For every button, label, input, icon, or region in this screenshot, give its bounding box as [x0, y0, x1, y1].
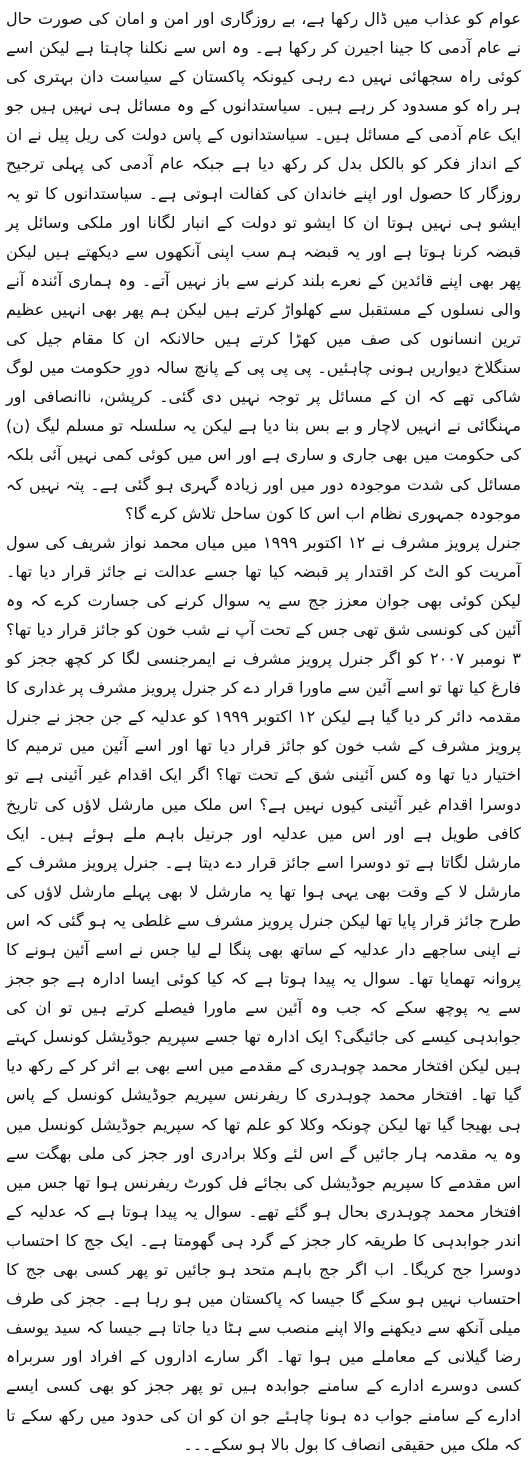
- article-paragraph-2: جنرل پرویز مشرف نے ۱۲ اکتوبر ۱۹۹۹ میں میاں محمد نواز شریف کی سول آمریت کو الٹ کر اقتدار پر قبضہ کیا تھا جسے عدالت نے جائز قرار دیا تھا۔ لیکن کوئی بھی جوان معزز جج سے یہ سوال کرنے کی جسارت کرے کہ وہ آئین کی کونسی شق تھی جس کے تحت آپ نے شب خون کو جائز قرار دیا تھا؟ ۳ نومبر ۲۰۰۷ کو اگر جنرل پرویز مشرف نے ایمرجنسی لگا کر کچھ ججز کو فارغ کیا تھا تو اسے آئین سے ماورا قرار دے کر جنرل پرویز مشرف پر غداری کا مقدمہ دائر کر دیا گیا ہے لیکن ۱۲ اکتوبر ۱۹۹۹ کو عدلیہ کے جن ججز نے جنرل پرویز مشرف کے شب خون کو جائز قرار دیا تھا اور اسے آئین میں ترمیم کا اختیار دیا تھا وہ کس آئینی شق کے تحت تھا؟ اگر ایک اقدام غیر آئینی ہے تو دوسرا اقدام غیر آئینی کیوں نہیں ہے؟ اس ملک میں مارشل لاؤں کی تاریخ کافی طویل ہے اور اس میں عدلیہ اور جرنیل باہم ملے ہوئے ہیں۔ ایک مارشل لگاتا ہے تو دوسرا اسے جائز قرار دے دیتا ہے۔ جنرل پرویز مشرف کے مارشل لا کے وقت بھی یہی ہوا تھا یہ مارشل لا بھی پہلے مارشل لاؤں کی طرح جائز قرار پایا تھا لیکن جنرل پرویز مشرف سے غلطی یہ ہو گئی کہ اس نے اپنی ساجھے دار عدلیہ کے ساتھ بھی پنگا لے لیا جس نے اسے آئین ہونے کا پروانہ تھمایا تھا۔ سوال یہ پیدا ہوتا ہے کہ کیا کوئی ایسا ادارہ ہے جو ججز سے یہ پوچھ سکے کہ جب وہ آئین سے ماورا فیصلے کرتے ہیں تو ان کی جوابدہی کیسے کی جائیگی؟ ایک ادارہ تھا جسے سپریم جوڈیشل کونسل کہتے ہیں لیکن افتخار محمد چوہدری کے مقدمے میں اسے بھی بے اثر کر کے رکھ دیا گیا تھا۔ افتخار محمد چوہدری کا ریفرنس سپریم جوڈیشل کونسل کے پاس ہی بھیجا گیا تھا لیکن چونکہ وکلا کو علم تھا کہ سپریم جوڈیشل کونسل میں وہ یہ مقدمہ ہار جائیں گے اس لئے وکلا برادری اور ججز کی ملی بھگت سے اس مقدمے کا سپریم جوڈیشل کی بجائے فل کورٹ ریفرنس ہوا تھا جس میں افتخار محمد چوہدری بحال ہو گئے تھے۔ سوال یہ پیدا ہوتا ہے کہ عدلیہ کے اندر جوابدہی کا طریقہ کار ججز کے گرد ہی گھومتا ہے۔ ایک جج کا احتساب دوسرا جج کریگا۔ اب اگر جج باہم متحد ہو جائیں تو پھر کسی بھی جج کا احتساب نہیں ہو سکے گا جیسا کہ پاکستان میں ہو رہا ہے۔ ججز کی طرف میلی آنکھ سے دیکھنے والا اپنے منصب سے ہٹا دیا جاتا ہے جیسا کہ سید یوسف رضا گیلانی کے معاملے میں ہوا تھا۔ اگر سارے اداروں کے افراد اور سربراہ کسی دوسرے ادارے کے سامنے جوابدہ ہیں تو پھر ججز کو بھی کسی ایسے ادارے کے سامنے جواب دہ ہونا چاہئے جو ان کو ان کی حدود میں رکھ سکے تا کہ ملک میں حقیقی انصاف کا بول بالا ہو سکے۔۔۔: [6, 532, 522, 1454]
- article-paragraph-1: عوام کو عذاب میں ڈال رکھا ہے، بے روزگاری اور امن و امان کی صورت حال نے عام آدمی کا جینا اجیرن کر رکھا ہے۔ وہ اس سے نکلنا چاہتا ہے لیکن اسے کوئی راہ سجھائی نہیں دے رہی کیونکہ پاکستان کے سیاست دان بہتری کی ہر راہ کو مسدود کر رہے ہیں۔ سیاستدانوں کے وہ مسائل ہی نہیں ہیں جو ایک عام آدمی کے مسائل ہیں۔ سیاستدانوں کے پاس دولت کی ریل پیل نے ان کے انداز فکر کو بالکل بدل کر رکھ دیا ہے جبکہ عام آدمی کی پہلی ترجیح روزگار کا حصول اور اپنے خاندان کی کفالت اہوتی ہے۔ سیاستدانوں کا تو یہ ایشو ہی نہیں ہوتا ان کا ایشو تو دولت کے انبار لگانا اور ملکی وسائل پر قبضہ کرنا ہوتا ہے اور یہ قبضہ ہم سب اپنی آنکھوں سے دیکھتے ہیں لیکن پھر بھی اپنے قائدین کے نعرے بلند کرنے سے باز نہیں آتے۔ وہ ہماری آئندہ آنے والی نسلوں کے مستقبل سے کھلواڑ کرتے ہیں لیکن ہم پھر بھی انہیں عظیم ترین انسانوں کی صف میں کھڑا کرتے ہیں حالانکہ ان کا مقام جیل کی سنگلاخ دیواریں ہونی چاہئیں۔ پی پی پی کے پانچ سالہ دورِ حکومت میں لوگ شاکی تھے کہ ان کے مسائل پر توجہ نہیں دی گئی۔ کرپشن، ناانصافی اور مہنگائی نے انہیں لاچار و بے بس بنا دیا ہے لیکن یہ سلسلہ تو مسلم لیگ (ن) کی حکومت میں بھی جاری و ساری ہے اور اس میں کوئی کمی نہیں آئی بلکہ مسائل کی شدت موجودہ دور میں اور زیادہ گہری ہو گئی ہے۔ پتہ نہیں کہ موجودہ جمہوری نظام اب اس کا کون ساحل تلاش کرے گا؟: [6, 9, 521, 523]
